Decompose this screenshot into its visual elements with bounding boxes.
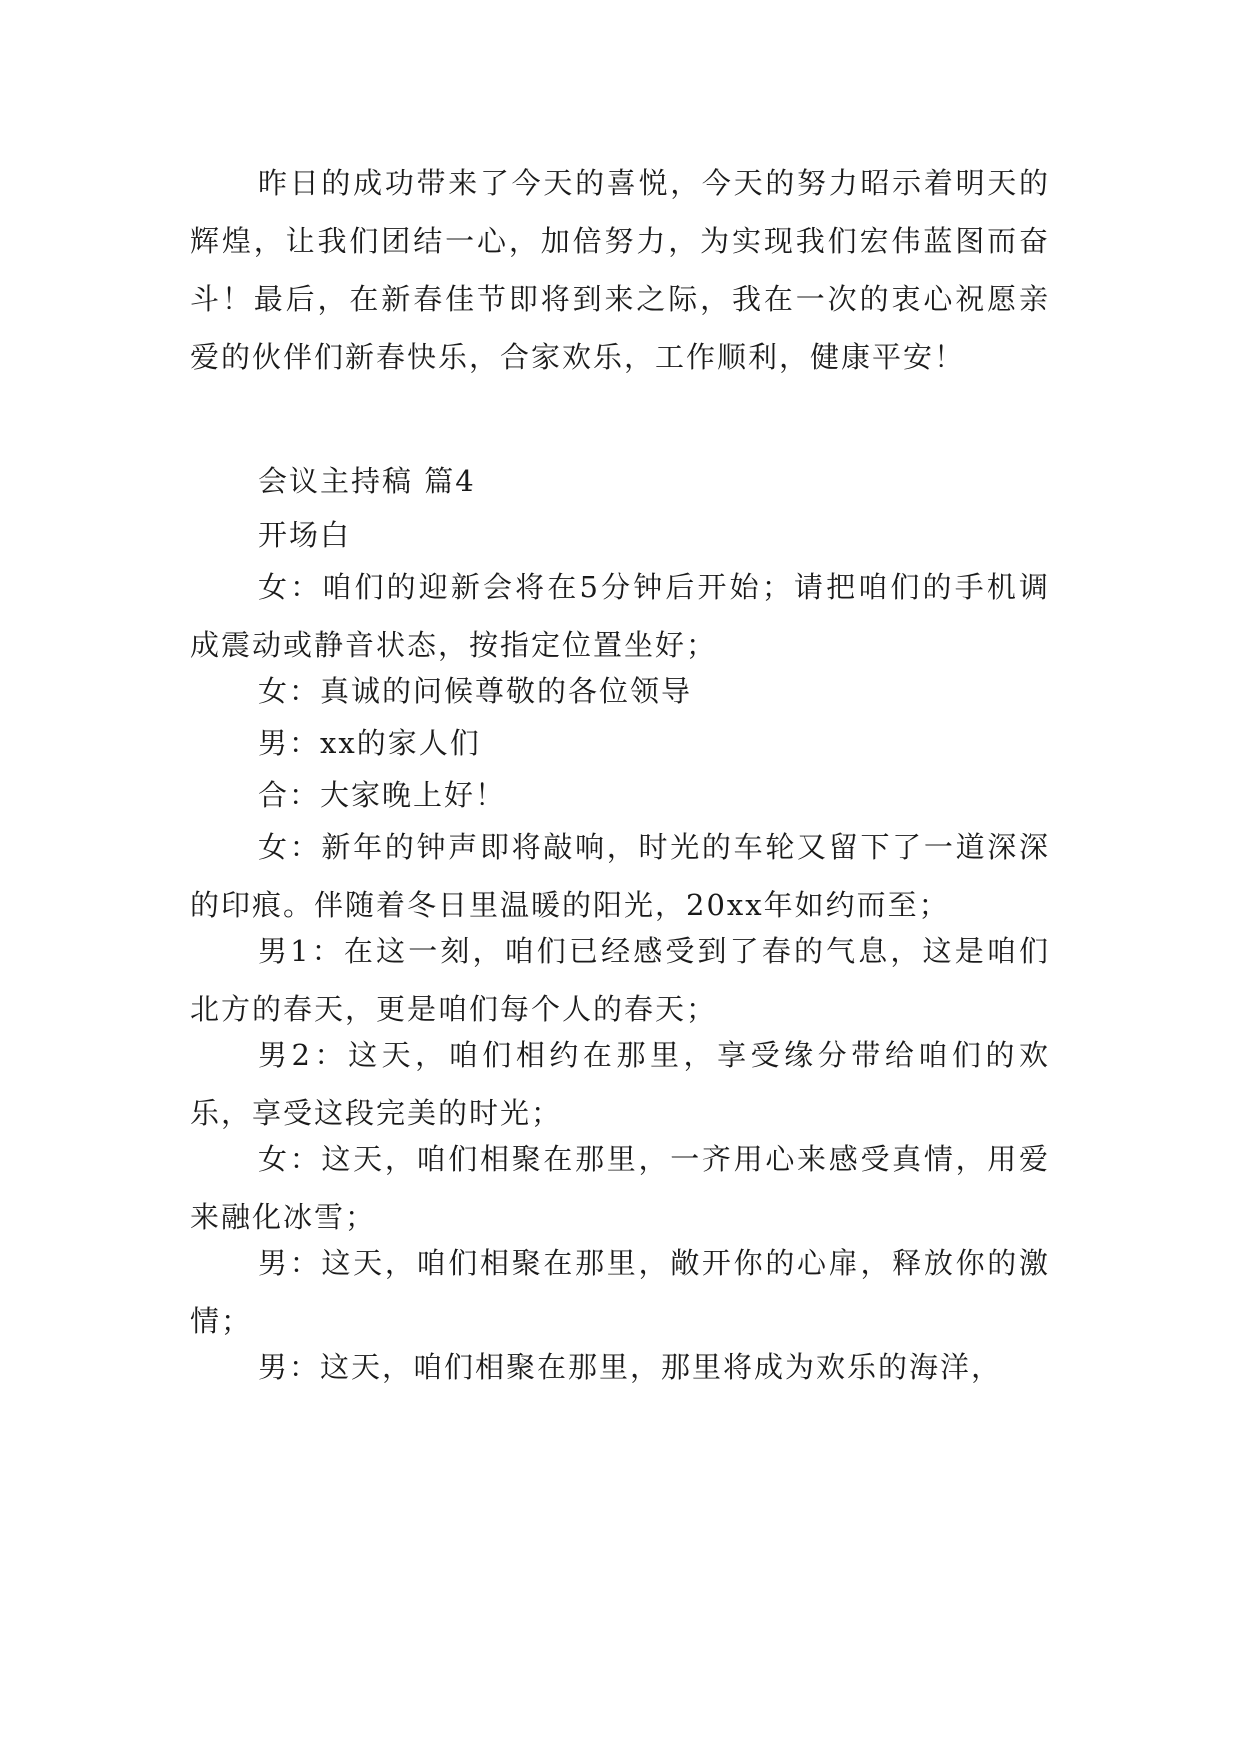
script-line: 女：新年的钟声即将敲响，时光的车轮又留下了一道深深的印痕。伴随着冬日里温暖的阳光，20xx年如约而至； xyxy=(190,830,1050,922)
script-line: 男2：这天，咱们相约在那里，享受缘分带给咱们的欢乐，享受这段完美的时光； xyxy=(190,1038,1050,1130)
script-line: 合：大家晚上好！ xyxy=(258,778,507,812)
script-line: 女：咱们的迎新会将在5分钟后开始；请把咱们的手机调成震动或静音状态，按指定位置坐好； xyxy=(190,570,1050,662)
script-line: 男1：在这一刻，咱们已经感受到了春的气息，这是咱们北方的春天，更是咱们每个人的春天； xyxy=(190,934,1050,1026)
script-line: 男：这天，咱们相聚在那里，那里将成为欢乐的海洋， xyxy=(258,1350,1003,1384)
script-line: 男：这天，咱们相聚在那里，敞开你的心扉，释放你的激情； xyxy=(190,1246,1050,1338)
script-line: 女：真诚的问候尊敬的各位领导 xyxy=(258,674,693,708)
script-line: 女：这天，咱们相聚在那里，一齐用心来感受真情，用爱来融化冰雪； xyxy=(190,1142,1050,1234)
section-subtitle: 开场白 xyxy=(258,518,352,552)
script-line: 男：xx的家人们 xyxy=(258,726,481,760)
closing-paragraph: 昨日的成功带来了今天的喜悦，今天的努力昭示着明天的辉煌，让我们团结一心，加倍努力，为实现我们宏伟蓝图而奋斗！最后，在新春佳节即将到来之际，我在一次的衷心祝愿亲爱的伙伴们新春快乐，合家欢乐，工作顺利，健康平安！ xyxy=(190,166,1050,374)
document-page xyxy=(190,0,1050,1754)
section-title: 会议主持稿 篇4 xyxy=(258,464,476,498)
